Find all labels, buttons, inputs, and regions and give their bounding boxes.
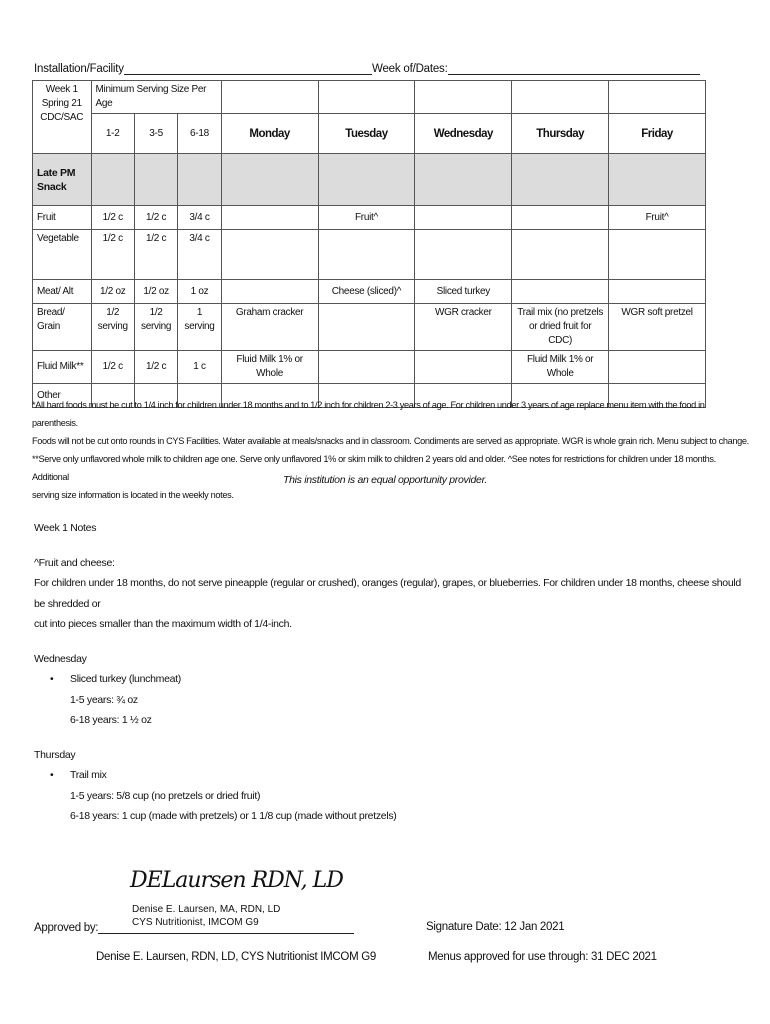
- menus-approved-through: Menus approved for use through: 31 DEC 2021: [428, 951, 657, 963]
- wednesday-detail: 1-5 years: ¾ oz: [70, 693, 138, 706]
- wednesday-detail: 6-18 years: 1 ½ oz: [70, 714, 152, 726]
- week-label: Week of/Dates:: [372, 63, 448, 75]
- wednesday-item: • Sliced turkey (lunchmeat): [34, 669, 754, 690]
- serving-size: 1 serving: [178, 304, 221, 351]
- approved-by-label: Approved by:: [34, 922, 99, 934]
- footnotes: [32, 396, 752, 504]
- menu-cell: [415, 206, 512, 230]
- thursday-detail: 1-5 years: 5/8 cup (no pretzels or dried fruit): [70, 789, 261, 802]
- blank-cell: [318, 154, 415, 206]
- thursday-list: [34, 765, 754, 786]
- menu-cell: WGR soft pretzel: [609, 304, 706, 351]
- serving-size: 1 c: [178, 351, 221, 384]
- footnote-line: Foods will not be cut onto rounds in CYS Facilities. Water available at meals/snacks and in classroom. Condiments are served as appropriate. WGR is whole grain rich. Menu subject to change.: [32, 436, 749, 446]
- blank-cell: [178, 154, 221, 206]
- facility-blank: [124, 62, 372, 75]
- week-info-1: Week 1: [45, 84, 78, 95]
- footnote-line: *All hard foods must be cut to 1/4 inch for children under 18 months and to 1/2 inch for children 2-3 years of age. For children under 3 years of age replace menu item with the food in parenthesis.: [32, 400, 705, 428]
- menu-cell: Fruit^: [318, 206, 415, 230]
- serving-size: 1/2 serving: [91, 304, 134, 351]
- serving-size: 1/2 c: [91, 230, 134, 280]
- fruit-cheese-text: For children under 18 months, do not serve pineapple (regular or crushed), oranges (regular), grapes, or blueberries. For children under 18 months, cheese should be shredded or: [34, 577, 741, 610]
- printed-title: CYS Nutritionist, IMCOM G9: [132, 917, 259, 928]
- menu-cell: [609, 280, 706, 304]
- menu-cell: [318, 351, 415, 384]
- menu-cell: Fruit^: [609, 206, 706, 230]
- min-serving-header: Minimum Serving Size Per Age: [91, 81, 221, 114]
- blank-cell: [221, 81, 318, 114]
- menu-cell: [512, 230, 609, 280]
- serving-size: 1/2 c: [91, 206, 134, 230]
- fruit-cheese-text: cut into pieces smaller than the maximum width of 1/4-inch.: [34, 618, 292, 630]
- blank-cell: [512, 154, 609, 206]
- section-label: [33, 154, 92, 206]
- fruit-cheese-heading: ^Fruit and cheese:: [34, 556, 115, 569]
- row-label-fruit: Fruit: [33, 206, 92, 230]
- menu-cell: [415, 351, 512, 384]
- blank-cell: [318, 81, 415, 114]
- facility-label: Installation/Facility: [34, 63, 124, 75]
- blank-cell: [512, 81, 609, 114]
- menu-cell: Cheese (sliced)^: [318, 280, 415, 304]
- age-group-header: 1-2: [91, 114, 134, 154]
- thursday-detail: 6-18 years: 1 cup (made with pretzels) or 1 1/8 cup (made without pretzels): [70, 810, 397, 822]
- serving-size: 1/2 c: [134, 230, 177, 280]
- menu-cell: [221, 280, 318, 304]
- week-info-cell: [33, 81, 92, 154]
- wednesday-heading: Wednesday: [34, 652, 87, 665]
- blank-cell: [134, 154, 177, 206]
- menu-cell: Fluid Milk 1% or Whole: [221, 351, 318, 384]
- menu-table: [32, 80, 706, 408]
- row-label-other: Other: [33, 384, 92, 408]
- age-group-header: 3-5: [134, 114, 177, 154]
- row-label-vegetable: Vegetable: [33, 230, 92, 280]
- footnote-line: serving size information is located in the weekly notes.: [32, 490, 234, 500]
- serving-size: 1/2 serving: [134, 304, 177, 351]
- serving-size: 1/2 oz: [91, 280, 134, 304]
- blank-cell: [221, 154, 318, 206]
- serving-size: 1 oz: [178, 280, 221, 304]
- day-header-friday: Friday: [609, 114, 706, 154]
- printed-name: Denise E. Laursen, MA, RDN, LD: [132, 904, 281, 915]
- blank-cell: [91, 154, 134, 206]
- serving-size: 3/4 c: [178, 230, 221, 280]
- serving-size: 1/2 oz: [134, 280, 177, 304]
- week-label-line: [372, 62, 700, 75]
- facility-label-line: [34, 62, 372, 75]
- approver-full-name: Denise E. Laursen, RDN, LD, CYS Nutritionist IMCOM G9: [96, 951, 376, 963]
- section-label-line: Late PM: [37, 166, 76, 179]
- serving-size: 1/2 c: [134, 206, 177, 230]
- section-label-line: Snack: [37, 180, 67, 193]
- row-label-fluid-milk: Fluid Milk**: [33, 351, 92, 384]
- menu-cell: Fluid Milk 1% or Whole: [512, 351, 609, 384]
- menu-cell: [609, 230, 706, 280]
- day-header-wednesday: Wednesday: [415, 114, 512, 154]
- menu-cell: [609, 351, 706, 384]
- serving-size: 1/2 c: [91, 351, 134, 384]
- serving-size: 1/2 c: [134, 351, 177, 384]
- row-label-meat-alt: Meat/ Alt: [33, 280, 92, 304]
- thursday-item: • Trail mix: [34, 765, 754, 786]
- day-header-monday: Monday: [221, 114, 318, 154]
- menu-cell: [318, 304, 415, 351]
- menu-cell: Graham cracker: [221, 304, 318, 351]
- menu-cell: [512, 280, 609, 304]
- menu-cell: Trail mix (no pretzels or dried fruit for CDC): [512, 304, 609, 351]
- blank-cell: [609, 81, 706, 114]
- notes-title: Week 1 Notes: [34, 522, 97, 534]
- signature-date: Signature Date: 12 Jan 2021: [426, 921, 565, 933]
- approved-by-line: [34, 921, 354, 934]
- week-notes: [34, 518, 754, 827]
- menu-cell: [221, 230, 318, 280]
- week-info-2: Spring 21: [41, 98, 82, 109]
- menu-cell: [512, 206, 609, 230]
- thursday-heading: Thursday: [34, 748, 76, 761]
- week-info-3: CDC/SAC: [40, 112, 84, 123]
- blank-cell: [609, 154, 706, 206]
- menu-cell: Sliced turkey: [415, 280, 512, 304]
- day-header-thursday: Thursday: [512, 114, 609, 154]
- day-header-tuesday: Tuesday: [318, 114, 415, 154]
- equal-opportunity-statement: This institution is an equal opportunity provider.: [282, 474, 488, 486]
- blank-cell: [415, 81, 512, 114]
- wednesday-list: [34, 669, 754, 690]
- week-blank: [448, 62, 700, 75]
- menu-cell: [318, 230, 415, 280]
- menu-cell: [221, 206, 318, 230]
- menu-cell: WGR cracker: [415, 304, 512, 351]
- approved-by-blank: [98, 921, 354, 934]
- footnote-line: **Serve only unflavored whole milk to children age one. Serve only unflavored 1% or skim milk to children 2 years old and older. ^See notes for restrictions for children under 18 months. Additional: [32, 454, 716, 482]
- blank-cell: [415, 154, 512, 206]
- serving-size: 3/4 c: [178, 206, 221, 230]
- handwritten-signature: DELaursen RDN, LD: [130, 868, 343, 893]
- menu-cell: [415, 230, 512, 280]
- row-label-bread-grain: Bread/ Grain: [33, 304, 92, 351]
- age-group-header: 6-18: [178, 114, 221, 154]
